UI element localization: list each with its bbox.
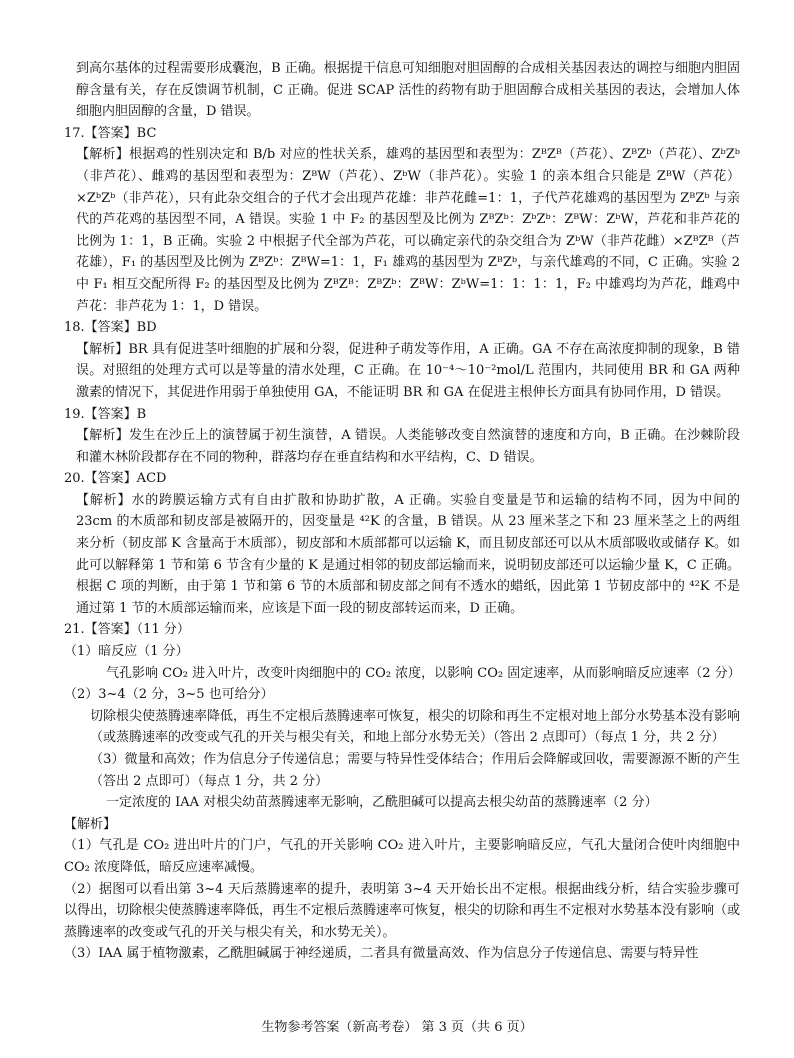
answer-paragraph: （2）3~4（2 分，3~5 也可给分） (64, 687, 274, 703)
answer-paragraph: （3）微量和高效；作为信息分子传递信息；需要与特异性受体结合；作用后会降解或回收，需要源源不断的产生（答出 2 点即可）（每点 1 分，共 2 分） (90, 752, 740, 789)
answer-content (60, 58, 740, 965)
answer-paragraph: 【解析】BR 具有促进茎叶细胞的扩展和分裂，促进种子萌发等作用，A 正确。GA 不存在高浓度抑制的现象，B 错误。对照组的处理方式可以是等量的清水处理，C 正确。在 10⁻⁴～10⁻²mol/L 范围内，共同使用 BR 和 GA 两种激素的情况下，其促进作用弱于单独使用 GA，不能证明 BR 和 GA 在促进主根伸长方面具有协同作用，D 错误。 (76, 341, 740, 400)
answer-heading: 19.【答案】B (64, 406, 147, 422)
answer-heading: 18.【答案】BD (64, 320, 157, 336)
answer-paragraph: （1）暗反应（1 分） (64, 644, 189, 660)
answer-paragraph: 到高尔基体的过程需要形成囊泡，B 正确。根据提干信息可知细胞对胆固醇的合成相关基因表达的调控与细胞内胆固醇含量有关，存在反馈调节机制，C 正确。促进 SCAP 活性的药物有助于胆固醇合成相关基因的表达，会增加人体细胞内胆固醇的含量，D 错误。 (76, 61, 740, 120)
page-footer: 生物参考答案（新高考卷） 第 3 页（共 6 页） (261, 1020, 533, 1035)
answer-paragraph: （1）气孔是 CO₂ 进出叶片的门户，气孔的开关影响 CO₂ 进入叶片，主要影响暗反应，气孔大量闭合使叶肉细胞中 CO₂ 浓度降低，暗反应速率减慢。 (64, 838, 740, 875)
answer-paragraph: （3）IAA 属于植物激素，乙酰胆碱属于神经递质，二者具有微量高效、作为信息分子传递信息、需要与特异性 (64, 946, 699, 962)
answer-paragraph: 【解析】根据鸡的性别决定和 B/b 对应的性状关系，雄鸡的基因型和表型为：ZᴮZᴮ（芦花）、ZᴮZᵇ（芦花）、ZᵇZᵇ（非芦花）、雌鸡的基因型和表型为：ZᴮW（芦花）、ZᵇW（非芦花）。实验 1 的亲本组合只能是 ZᴮW（芦花）×ZᵇZᵇ（非芦花），只有此杂交组合的子代才会出现芦花雄：非芦花雌=1：1，子代芦花雄鸡的基因型为 ZᴮZᵇ 与亲代的芦花鸡的基因型不同，A 错误。实验 1 中 F₂ 的基因型及比例为 ZᴮZᵇ：ZᵇZᵇ：ZᴮW：ZᵇW，芦花和非芦花的比例为 1：1，B 正确。实验 2 中根据子代全部为芦花，可以确定亲代的杂交组合为 ZᵇW（非芦花雌）×ZᴮZᴮ（芦花雄），F₁ 的基因型及比例为 ZᴮZᵇ：ZᴮW=1：1，F₁ 雄鸡的基因型为 ZᴮZᵇ，与亲代雄鸡的不同，C 正确。实验 2 中 F₁ 相互交配所得 F₂ 的基因型及比例为 ZᴮZᴮ：ZᴮZᵇ：ZᴮW：ZᵇW=1：1：1：1，F₂ 中雄鸡均为芦花，雌鸡中芦花：非芦花为 1：1，D 错误。 (76, 147, 740, 314)
answer-paragraph: 【解析】水的跨膜运输方式有自由扩散和协助扩散，A 正确。实验自变量是节和运输的结构不同，因为中间的 23cm 的木质部和韧皮部是被隔开的，因变量是 ⁴²K 的含量，B 错误。从 23 厘米茎之下和 23 厘米茎之上的两组来分析（韧皮部 K 含量高于木质部），韧皮部和木质部都可以运输 K，而且韧皮部还可以从木质部吸收或储存 K。如此可以解释第 1 节和第 6 节含有少量的 K 是通过相邻的韧皮部运输而来，说明韧皮部还可以运输少量 K，C 正确。根据 C 项的判断，由于第 1 节和第 6 节的木质部和韧皮部之间有不透水的蜡纸，因此第 1 节韧皮部中的 ⁴²K 不是通过第 1 节的木质部运输而来，应该是下面一段的韧皮部转运而来，D 正确。 (76, 492, 740, 616)
answer-paragraph: （2）据图可以看出第 3~4 天后蒸腾速率的提升，表明第 3~4 天开始长出不定根。根据曲线分析，结合实验步骤可以得出，切除根尖使蒸腾速率降低，再生不定根后蒸腾速率可恢复，根尖的切除和再生不定根对水势基本没有影响（或蒸腾速率的改变或气孔的开关与根尖有关，和水势无关）。 (64, 881, 741, 940)
answer-paragraph: 【解析】 (64, 816, 117, 832)
answer-paragraph: 切除根尖使蒸腾速率降低，再生不定根后蒸腾速率可恢复，根尖的切除和再生不定根对地上部分水势基本没有影响（或蒸腾速率的改变或气孔的开关与根尖有关，和地上部分水势无关）（答出 2 点即可）（每点 1 分，共 2 分） (90, 708, 741, 746)
answer-paragraph: 【解析】发生在沙丘上的演替属于初生演替，A 错误。人类能够改变自然演替的速度和方向，B 正确。在沙棘阶段和灌木林阶段都存在不同的物种，群落均存在垂直结构和水平结构，C、D 错误。 (76, 428, 740, 465)
answer-heading: 17.【答案】BC (64, 125, 157, 141)
answer-heading: 21.【答案】（11 分） (64, 622, 190, 638)
answer-heading: 20.【答案】ACD (64, 471, 167, 487)
answer-paragraph: 一定浓度的 IAA 对根尖幼苗蒸腾速率无影响，乙酰胆碱可以提高去根尖幼苗的蒸腾速率（2 分） (106, 795, 658, 811)
answer-paragraph: 气孔影响 CO₂ 进入叶片，改变叶肉细胞中的 CO₂ 浓度，以影响 CO₂ 固定速率，从而影响暗反应速率（2 分） (106, 665, 741, 681)
